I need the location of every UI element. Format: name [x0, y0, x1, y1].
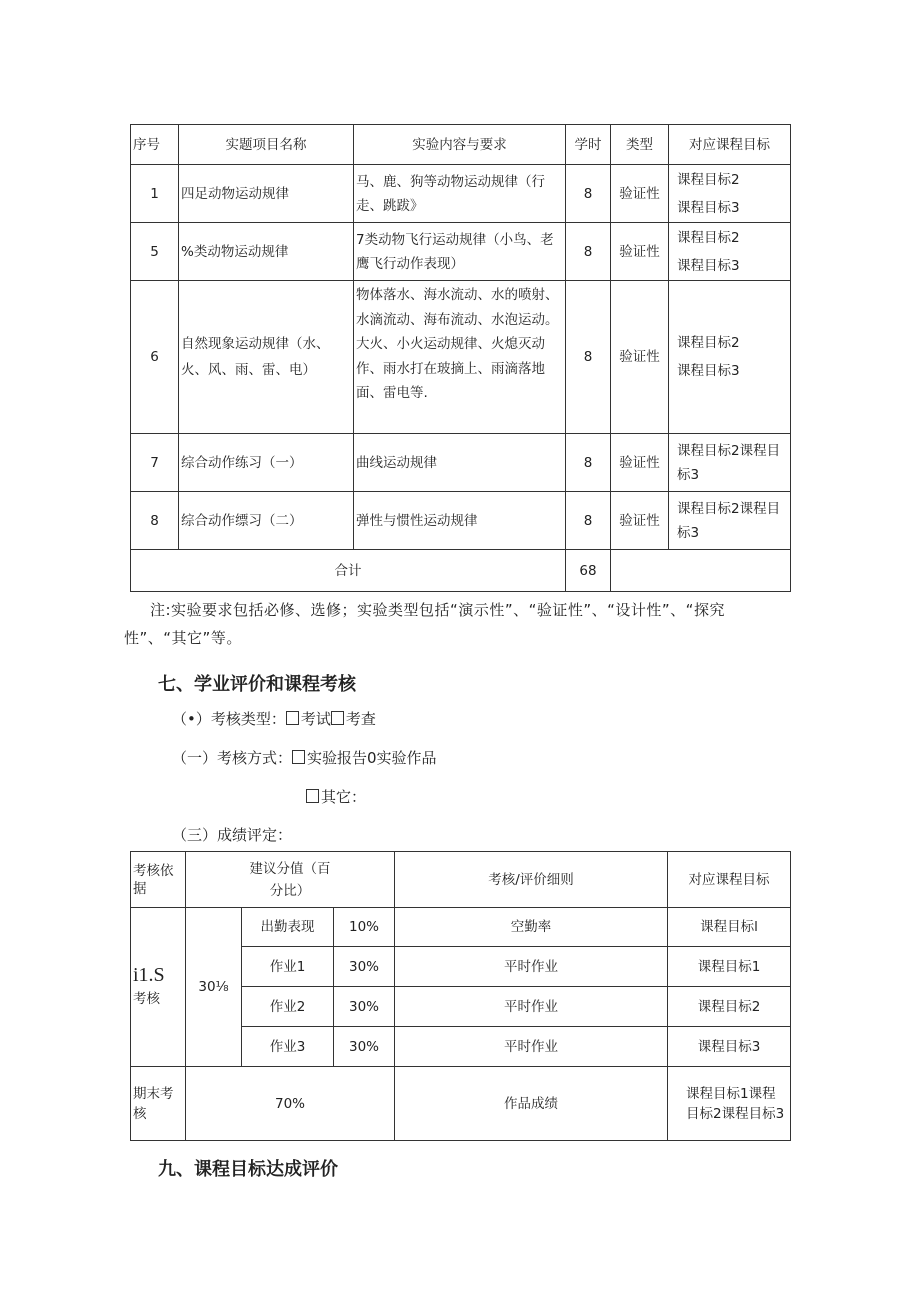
- item-name: 作业3: [242, 1027, 334, 1067]
- hours: 8: [566, 492, 611, 550]
- item-name: 出勤表现: [242, 908, 334, 947]
- item-pct: 30%: [334, 947, 395, 987]
- item-rule: 平时作业: [395, 987, 668, 1027]
- item-name: 作业1: [242, 947, 334, 987]
- type: 验证性: [611, 492, 669, 550]
- project-content: 马、鹿、狗等动物运动规律（行走、跳跋》: [354, 165, 566, 223]
- goal-line: 课程目标2: [677, 229, 740, 246]
- goal-line: 课程目标2: [677, 171, 740, 188]
- section-9-title: 九、课程目标达成评价: [158, 1159, 338, 1180]
- row-number: 1: [131, 165, 179, 223]
- goal-line: 课程目标2: [677, 335, 740, 351]
- type: 验证性: [611, 434, 669, 492]
- col-header: 实题项目名称: [179, 125, 354, 165]
- assess-type-opt2: 考查: [345, 710, 376, 728]
- checkbox-check[interactable]: [331, 711, 344, 725]
- col-header: 学时: [566, 125, 611, 165]
- goal: 课程目标2课程目标3: [669, 434, 791, 492]
- assess-method-prefix: （一）考核方式：: [172, 749, 293, 767]
- total-row: [131, 550, 791, 592]
- item-rule: 平时作业: [395, 1027, 668, 1067]
- header-score: 建议分值（百分比）: [186, 852, 395, 908]
- final-pct: 70%: [186, 1067, 395, 1141]
- table-row: [131, 223, 791, 281]
- goal: 课程目标2课程目标3: [669, 492, 791, 550]
- table-row: [131, 492, 791, 550]
- type: 验证性: [611, 281, 669, 434]
- total-empty: [611, 550, 791, 592]
- col-header: 实验内容与要求: [354, 125, 566, 165]
- item-name: 作业2: [242, 987, 334, 1027]
- goal: [669, 165, 791, 223]
- assess-method-other-line: [306, 786, 366, 807]
- total-value: 68: [566, 550, 611, 592]
- grading-table: [130, 851, 791, 1141]
- item-goal: 课程目标l: [668, 908, 791, 947]
- usual-assessment-label: [131, 908, 186, 1067]
- header-rule: 考核/评价细则: [395, 852, 668, 908]
- hours: 8: [566, 223, 611, 281]
- header-goal: 对应课程目标: [668, 852, 791, 908]
- project-name: 综合动作练习（一）: [179, 434, 354, 492]
- project-content: 7类动物飞行运动规律（小鸟、老鹰飞行动作表现）: [354, 223, 566, 281]
- project-name: 综合动作缥习（二）: [179, 492, 354, 550]
- experiment-table: [130, 124, 791, 592]
- grading-title: （三）成绩评定：: [172, 826, 293, 844]
- hours: 8: [566, 165, 611, 223]
- assess-type-opt1: 考试: [300, 710, 331, 728]
- goal-line: 课程目标3: [677, 199, 740, 216]
- final-row: [131, 1067, 791, 1141]
- goal: [669, 281, 791, 434]
- item-pct: 30%: [334, 1027, 395, 1067]
- hours: 8: [566, 434, 611, 492]
- type: 验证性: [611, 165, 669, 223]
- table-row: [131, 434, 791, 492]
- table-header-row: [131, 852, 791, 908]
- row-number: 7: [131, 434, 179, 492]
- table-note: 注:实验要求包括必修、选修；实验类型包括“演示性”、“验证性”、“设计性”、“探究性”、“其它”等。: [124, 601, 725, 647]
- project-content: 曲线运动规律: [354, 434, 566, 492]
- table-row: [131, 908, 791, 947]
- col-header: 类型: [611, 125, 669, 165]
- item-pct: 10%: [334, 908, 395, 947]
- item-rule: 平时作业: [395, 947, 668, 987]
- usual-label-small: 考核: [133, 991, 160, 1007]
- table-row: [131, 165, 791, 223]
- usual-label-big: i1.S: [133, 964, 165, 986]
- col-header: 对应课程目标: [669, 125, 791, 165]
- row-number: 8: [131, 492, 179, 550]
- section-7-title: 七、学业评价和课程考核: [158, 674, 356, 695]
- item-goal: 课程目标3: [668, 1027, 791, 1067]
- item-goal: 课程目标2: [668, 987, 791, 1027]
- hours: 8: [566, 281, 611, 434]
- goal-line: 课程目标3: [677, 257, 740, 274]
- item-pct: 30%: [334, 987, 395, 1027]
- assess-type-line: [172, 708, 376, 729]
- table-row: [131, 281, 791, 434]
- type: 验证性: [611, 223, 669, 281]
- goal: [669, 223, 791, 281]
- item-goal: 课程目标1: [668, 947, 791, 987]
- project-name: 四足动物运动规律: [179, 165, 354, 223]
- project-name: 自然现象运动规律（水、火、风、雨、雷、电）: [179, 281, 354, 434]
- checkbox-exam[interactable]: [286, 711, 299, 725]
- total-label: 合计: [131, 550, 566, 592]
- assess-type-prefix: （•）考核类型：: [172, 710, 286, 728]
- table-header-row: [131, 125, 791, 165]
- project-content: 弹性与惯性运动规律: [354, 492, 566, 550]
- project-content: 物体落水、海水流动、水的喷射、水滴流动、海布流动、水泡运动。大火、小火运动规律、火熄灭动作、雨水打在玻摘上、雨滴落地面、雷电等.: [354, 281, 566, 434]
- col-header: 序号: [131, 125, 179, 165]
- final-rule: 作品成绩: [395, 1067, 668, 1141]
- checkbox-report[interactable]: [292, 750, 305, 764]
- goal-line: 课程目标3: [677, 363, 740, 379]
- final-goal: 课程目标1课程目标2课程目标3: [668, 1067, 791, 1141]
- row-number: 5: [131, 223, 179, 281]
- project-name: %类动物运动规律: [179, 223, 354, 281]
- assess-method-opt1: 实验报告0实验作品: [307, 749, 437, 767]
- assess-method-opt2: 其它：: [321, 788, 367, 806]
- header-basis: 考核依据: [131, 852, 186, 908]
- usual-total: 30⅛: [186, 908, 242, 1067]
- checkbox-other[interactable]: [306, 789, 319, 803]
- row-number: 6: [131, 281, 179, 434]
- item-rule: 空勤率: [395, 908, 668, 947]
- assess-method-line: [172, 747, 437, 768]
- final-label: 期末考核: [131, 1067, 186, 1141]
